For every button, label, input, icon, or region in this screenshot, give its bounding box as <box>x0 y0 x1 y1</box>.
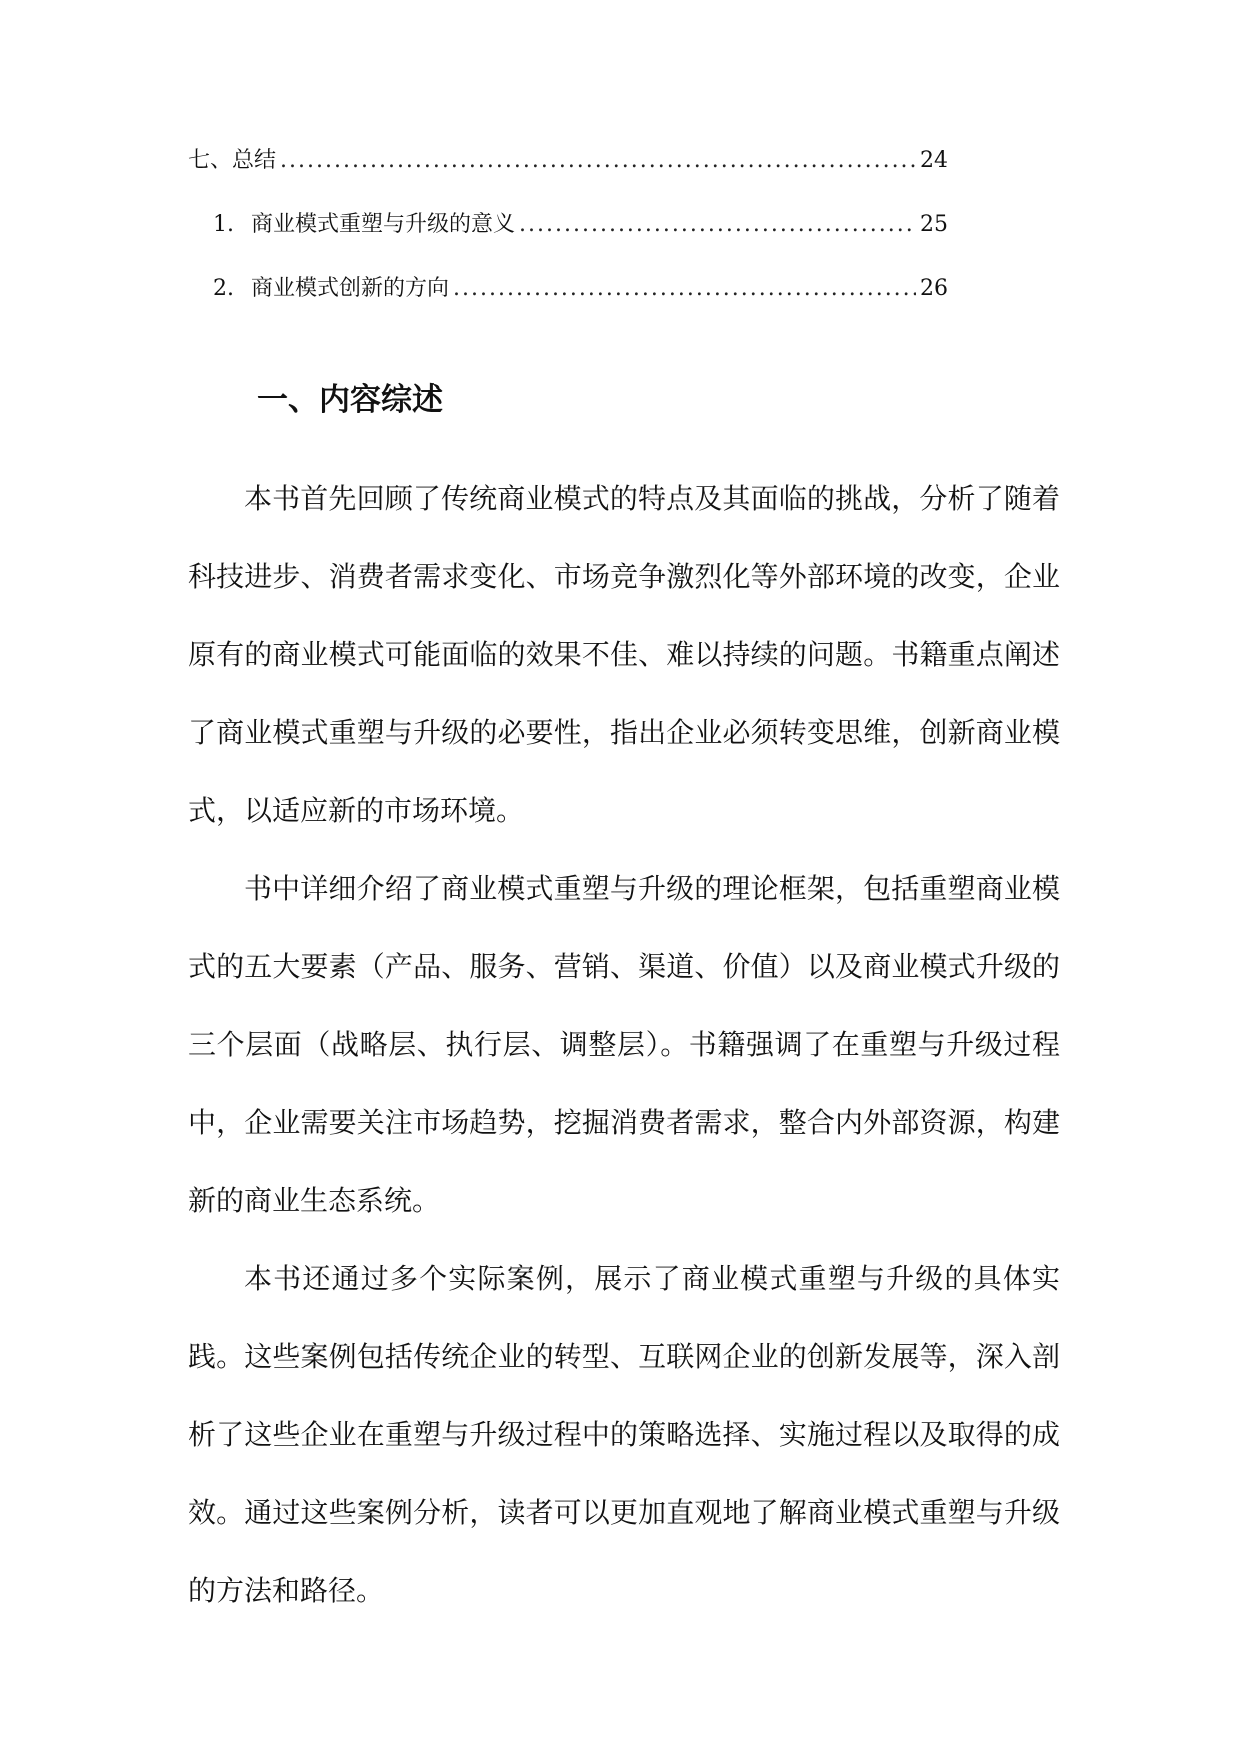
toc-leader-dots <box>453 273 916 305</box>
section-body <box>188 460 1060 1630</box>
toc-leader-dots <box>280 145 916 177</box>
section-heading: 一、内容综述 <box>257 382 443 418</box>
toc-entry-page: 26 <box>920 276 948 301</box>
table-of-contents <box>188 145 948 337</box>
toc-entry[interactable] <box>188 209 948 273</box>
toc-entry[interactable] <box>188 273 948 337</box>
body-paragraph: 本书还通过多个实际案例，展示了商业模式重塑与升级的具体实践。这些案例包括传统企业的转型、互联网企业的创新发展等，深入剖析了这些企业在重塑与升级过程中的策略选择、实施过程以及取得的成效。通过这些案例分析，读者可以更加直观地了解商业模式重塑与升级的方法和路径。 <box>188 1262 1060 1607</box>
toc-entry-title: 总结 <box>232 148 277 173</box>
body-paragraph: 本书首先回顾了传统商业模式的特点及其面临的挑战，分析了随着科技进步、消费者需求变化、市场竞争激烈化等外部环境的改变，企业原有的商业模式可能面临的效果不佳、难以持续的问题。书籍重点阐述了商业模式重塑与升级的必要性，指出企业必须转变思维，创新商业模式，以适应新的市场环境。 <box>188 482 1060 827</box>
toc-entry-title: 商业模式重塑与升级的意义 <box>251 212 516 237</box>
toc-leader-dots <box>519 209 916 241</box>
toc-entry-page: 25 <box>920 212 948 237</box>
toc-entry-title: 商业模式创新的方向 <box>251 276 450 301</box>
toc-entry-number: 1. <box>213 212 234 237</box>
body-paragraph: 书中详细介绍了商业模式重塑与升级的理论框架，包括重塑商业模式的五大要素（产品、服务、营销、渠道、价值）以及商业模式升级的三个层面（战略层、执行层、调整层）。书籍强调了在重塑与升级过程中，企业需要关注市场趋势，挖掘消费者需求，整合内外部资源，构建新的商业生态系统。 <box>188 872 1060 1217</box>
toc-entry[interactable] <box>188 145 948 209</box>
toc-entry-number: 2. <box>213 276 234 301</box>
toc-entry-number: 七、 <box>188 148 233 173</box>
toc-entry-page: 24 <box>920 148 948 173</box>
